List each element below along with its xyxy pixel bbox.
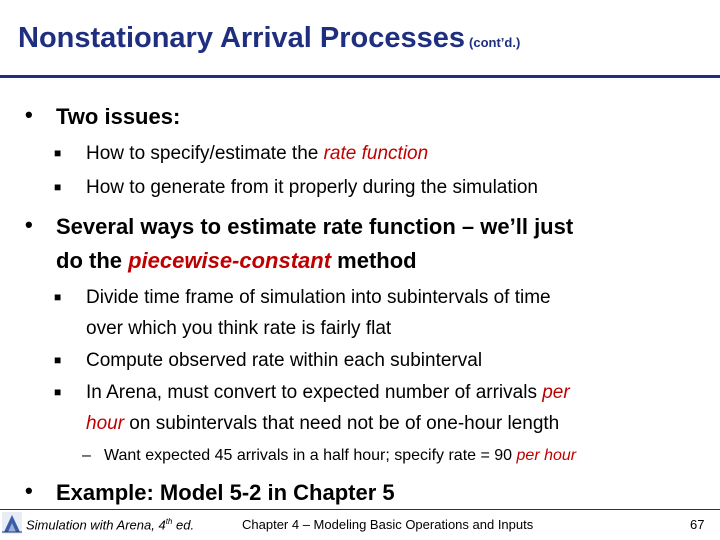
bullet-text-line2-pre: do the <box>56 248 129 273</box>
footer-page-number: 67 <box>690 517 705 532</box>
sub-bullet-compute-rate <box>54 350 483 372</box>
footer-book-edition-suffix: ed. <box>172 517 195 533</box>
bullet-dot-icon: • <box>25 102 33 127</box>
bullet-dot-icon: • <box>25 478 33 503</box>
slide-title-suffix: (cont’d.) <box>469 35 521 50</box>
footer-book-title <box>26 517 194 532</box>
square-bullet-icon: ■ <box>54 290 62 304</box>
slide-title <box>18 22 520 55</box>
footer-book-title-text: Simulation with Arena, 4 <box>26 517 166 533</box>
square-bullet-icon: ■ <box>54 146 62 160</box>
sub-bullet-divide-time-line2 <box>86 318 391 340</box>
dash-bullet-icon: – <box>82 447 91 464</box>
footer-divider <box>0 509 720 510</box>
bullet-text-line2-post: method <box>331 248 417 273</box>
sub-sub-bullet-half-hour <box>82 447 577 465</box>
sub-bullet-text: How to specify/estimate the <box>86 143 324 164</box>
square-bullet-icon: ■ <box>54 353 62 367</box>
square-bullet-icon: ■ <box>54 385 62 399</box>
sub-bullet-text-line1: In Arena, must convert to expected number of arrivals <box>86 382 543 403</box>
rate-function-emphasis: rate function <box>323 143 429 164</box>
hour-emphasis: hour <box>86 413 125 434</box>
bullet-example <box>25 478 395 506</box>
bullet-text: Example: Model 5-2 in Chapter 5 <box>56 480 395 505</box>
sub-bullet-in-arena-line2 <box>86 413 559 435</box>
footer-book-edition-sup: th <box>165 517 173 526</box>
sub-bullet-divide-time <box>54 287 551 309</box>
per-hour-emphasis: per hour <box>516 447 577 464</box>
sub-sub-bullet-text: Want expected 45 arrivals in a half hour; specify rate = 90 <box>104 447 517 464</box>
bullet-several-ways <box>25 212 574 240</box>
sub-bullet-rate-function <box>54 143 429 165</box>
sub-bullet-in-arena <box>54 382 570 404</box>
bullet-text: Two issues: <box>56 104 181 129</box>
sub-bullet-text-line2: on subintervals that need not be of one-hour length <box>124 413 560 434</box>
bullet-two-issues <box>25 102 181 130</box>
square-bullet-icon: ■ <box>54 180 62 194</box>
sub-bullet-text: Compute observed rate within each subinterval <box>86 350 483 371</box>
slide-title-main: Nonstationary Arrival Processes <box>18 22 466 54</box>
arena-logo-icon <box>2 512 22 534</box>
sub-bullet-text: How to generate from it properly during the simulation <box>86 177 539 198</box>
footer-chapter: Chapter 4 – Modeling Basic Operations and Inputs <box>242 517 534 532</box>
piecewise-constant-emphasis: piecewise-constant <box>128 248 332 273</box>
title-divider <box>0 75 720 78</box>
sub-bullet-generate <box>54 177 539 199</box>
bullet-dot-icon: • <box>25 212 33 237</box>
sub-bullet-text-line2: over which you think rate is fairly flat <box>86 318 392 339</box>
per-emphasis: per <box>542 382 570 403</box>
bullet-several-ways-line2 <box>56 248 417 274</box>
bullet-text-line1: Several ways to estimate rate function – we’ll just <box>56 214 574 239</box>
sub-bullet-text-line1: Divide time frame of simulation into subintervals of time <box>86 287 551 308</box>
